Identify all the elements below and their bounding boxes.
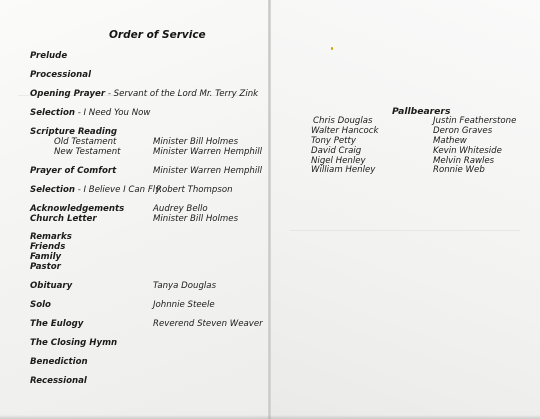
acknowledgements-label: Acknowledgements <box>30 204 125 214</box>
pastor-label: Pastor <box>30 262 61 272</box>
obituary-label: Obituary <box>30 281 73 291</box>
page-fold <box>268 0 271 419</box>
paper-speck <box>331 47 333 50</box>
selection-1-detail: - I Need You Now <box>74 108 151 118</box>
prelude-label: Prelude <box>30 51 68 61</box>
pallbearer-left: Nigel Henley <box>311 156 366 166</box>
new-testament-label: New Testament <box>54 147 121 157</box>
church-letter-person: Minister Bill Holmes <box>153 214 239 224</box>
selection-2-line <box>30 185 160 195</box>
prayer-of-comfort-label: Prayer of Comfort <box>30 166 117 176</box>
pallbearer-right: Deron Graves <box>433 126 493 136</box>
selection-1-line <box>30 108 150 118</box>
pallbearer-right: Ronnie Web <box>433 165 485 175</box>
pallbearers-heading: Pallbearers <box>392 106 451 117</box>
solo-person: Johnnie Steele <box>153 300 215 310</box>
pallbearer-right: Melvin Rawles <box>433 156 495 166</box>
friends-label: Friends <box>30 242 66 252</box>
acknowledgements-person: Audrey Bello <box>153 204 208 214</box>
opening-prayer-label: Opening Prayer <box>30 89 106 99</box>
old-testament-label: Old Testament <box>54 137 117 147</box>
obituary-person: Tanya Douglas <box>153 281 217 291</box>
processional-label: Processional <box>30 70 92 80</box>
old-testament-reader: Minister Bill Holmes <box>153 137 239 147</box>
closing-hymn-label: The Closing Hymn <box>30 338 118 348</box>
prayer-of-comfort-person: Minister Warren Hemphill <box>153 166 263 176</box>
eulogy-person: Reverend Steven Weaver <box>153 319 263 329</box>
pallbearer-right: Mathew <box>433 136 467 146</box>
selection-2-detail: - I Believe I Can Fly <box>74 185 161 195</box>
church-letter-label: Church Letter <box>30 214 97 224</box>
selection-2-label: Selection <box>30 185 75 195</box>
pallbearer-left: David Craig <box>311 146 362 156</box>
scripture-reading-label: Scripture Reading <box>30 127 118 137</box>
selection-2-person: Robert Thompson <box>156 185 233 195</box>
pallbearer-left: Walter Hancock <box>311 126 379 136</box>
opening-prayer-line <box>30 89 258 99</box>
pallbearer-left: Tony Petty <box>311 136 357 146</box>
remarks-label: Remarks <box>30 232 72 242</box>
pallbearer-right: Justin Featherstone <box>433 116 517 126</box>
opening-prayer-detail: - Servant of the Lord Mr. Terry Zink <box>105 89 259 99</box>
pallbearer-left: William Henley <box>311 165 376 175</box>
eulogy-label: The Eulogy <box>30 319 84 329</box>
recessional-label: Recessional <box>30 376 87 386</box>
paper-crease <box>290 230 520 231</box>
new-testament-reader: Minister Warren Hemphill <box>153 147 263 157</box>
solo-label: Solo <box>30 300 51 310</box>
family-label: Family <box>30 252 62 262</box>
paper-edge-shadow <box>0 415 540 419</box>
pallbearer-left: Chris Douglas <box>313 116 373 126</box>
right-page <box>270 0 540 419</box>
order-of-service-title: Order of Service <box>109 29 206 41</box>
benediction-label: Benediction <box>30 357 88 367</box>
pallbearer-right: Kevin Whiteside <box>433 146 502 156</box>
selection-1-label: Selection <box>30 108 75 118</box>
